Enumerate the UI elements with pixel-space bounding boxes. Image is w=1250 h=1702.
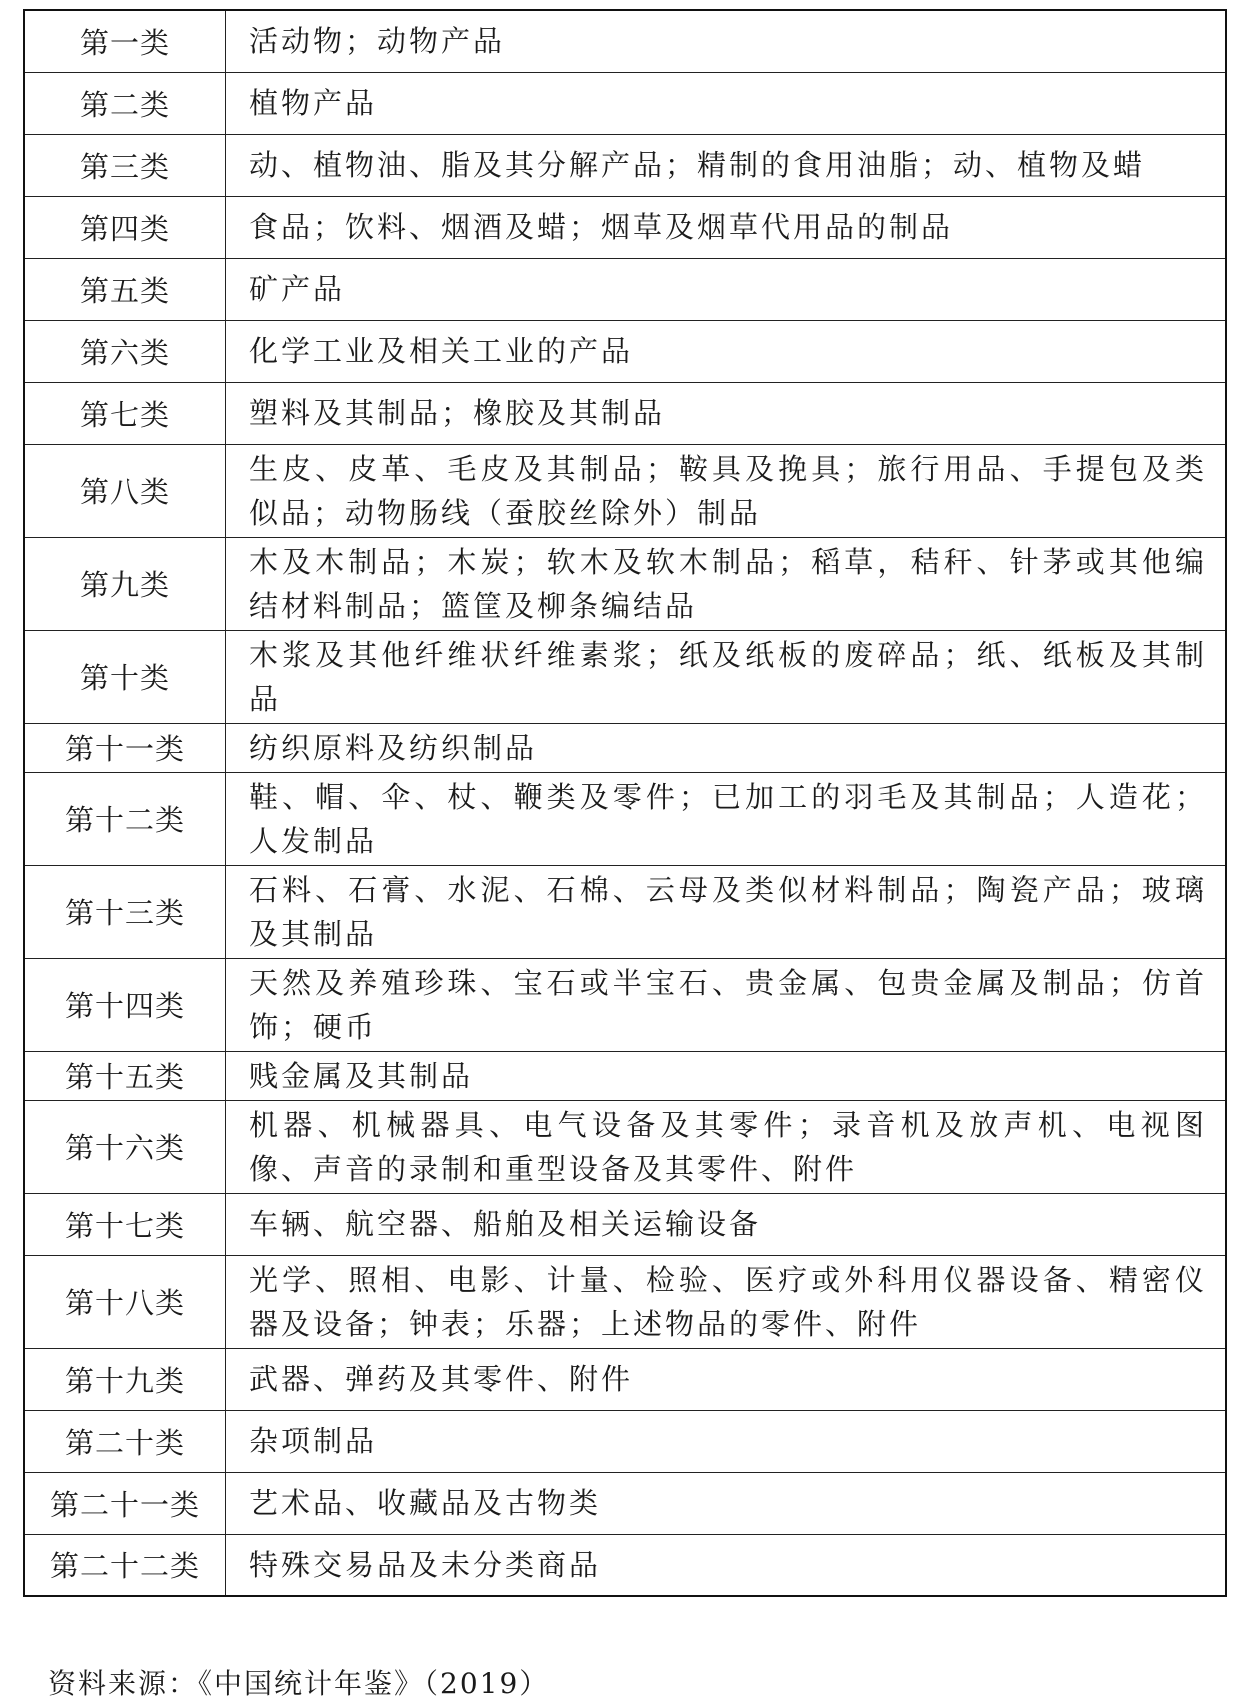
document [23,9,1227,1597]
category-cell: 第二十一类 [24,1472,226,1534]
category-cell: 第二十二类 [24,1534,226,1596]
description-cell: 贱金属及其制品 [226,1051,1227,1100]
table-row [24,537,1226,630]
description-cell: 特殊交易品及未分类商品 [226,1534,1227,1596]
description-cell: 化学工业及相关工业的产品 [226,320,1227,382]
source-note: 资料来源：《中国统计年鉴》（2019） [48,1667,550,1700]
category-cell: 第一类 [24,10,226,72]
category-cell: 第六类 [24,320,226,382]
table-row [24,10,1226,72]
category-cell: 第十七类 [24,1193,226,1255]
table-row [24,1100,1226,1193]
table-row [24,1348,1226,1410]
category-cell: 第十三类 [24,865,226,958]
table-row [24,258,1226,320]
table-row [24,865,1226,958]
description-cell: 鞋、帽、伞、杖、鞭类及零件；已加工的羽毛及其制品；人造花；人发制品 [226,772,1227,865]
description-cell: 植物产品 [226,72,1227,134]
category-cell: 第三类 [24,134,226,196]
table-row [24,958,1226,1051]
category-cell: 第十类 [24,630,226,723]
description-cell: 塑料及其制品；橡胶及其制品 [226,382,1227,444]
category-cell: 第十一类 [24,723,226,772]
table-row [24,72,1226,134]
description-cell: 木及木制品；木炭；软木及软木制品；稻草，秸秆、针茅或其他编结材料制品；篮筐及柳条编结品 [226,537,1227,630]
description-cell: 天然及养殖珍珠、宝石或半宝石、贵金属、包贵金属及制品；仿首饰；硬币 [226,958,1227,1051]
table-row [24,444,1226,537]
category-cell: 第十四类 [24,958,226,1051]
table-row [24,1472,1226,1534]
description-cell: 杂项制品 [226,1410,1227,1472]
table-row [24,196,1226,258]
description-cell: 车辆、航空器、船舶及相关运输设备 [226,1193,1227,1255]
table-row [24,630,1226,723]
table-row [24,382,1226,444]
table-row [24,723,1226,772]
category-cell: 第五类 [24,258,226,320]
description-cell: 活动物；动物产品 [226,10,1227,72]
category-cell: 第十八类 [24,1255,226,1348]
category-cell: 第二类 [24,72,226,134]
table-row [24,1255,1226,1348]
commodity-category-table [23,9,1227,1597]
table-row [24,134,1226,196]
table-row [24,320,1226,382]
table-row [24,772,1226,865]
description-cell: 武器、弹药及其零件、附件 [226,1348,1227,1410]
category-cell: 第七类 [24,382,226,444]
description-cell: 动、植物油、脂及其分解产品；精制的食用油脂；动、植物及蜡 [226,134,1227,196]
table-row [24,1193,1226,1255]
description-cell: 石料、石膏、水泥、石棉、云母及类似材料制品；陶瓷产品；玻璃及其制品 [226,865,1227,958]
description-cell: 生皮、皮革、毛皮及其制品；鞍具及挽具；旅行用品、手提包及类似品；动物肠线（蚕胶丝除外）制品 [226,444,1227,537]
category-cell: 第四类 [24,196,226,258]
description-cell: 光学、照相、电影、计量、检验、医疗或外科用仪器设备、精密仪器及设备；钟表；乐器；上述物品的零件、附件 [226,1255,1227,1348]
category-cell: 第十九类 [24,1348,226,1410]
category-cell: 第十六类 [24,1100,226,1193]
category-cell: 第九类 [24,537,226,630]
table-row [24,1410,1226,1472]
category-cell: 第二十类 [24,1410,226,1472]
description-cell: 矿产品 [226,258,1227,320]
category-cell: 第八类 [24,444,226,537]
description-cell: 艺术品、收藏品及古物类 [226,1472,1227,1534]
description-cell: 食品；饮料、烟酒及蜡；烟草及烟草代用品的制品 [226,196,1227,258]
table-row [24,1051,1226,1100]
description-cell: 纺织原料及纺织制品 [226,723,1227,772]
category-cell: 第十五类 [24,1051,226,1100]
description-cell: 木浆及其他纤维状纤维素浆；纸及纸板的废碎品；纸、纸板及其制品 [226,630,1227,723]
category-cell: 第十二类 [24,772,226,865]
description-cell: 机器、机械器具、电气设备及其零件；录音机及放声机、电视图像、声音的录制和重型设备及其零件、附件 [226,1100,1227,1193]
table-row [24,1534,1226,1596]
